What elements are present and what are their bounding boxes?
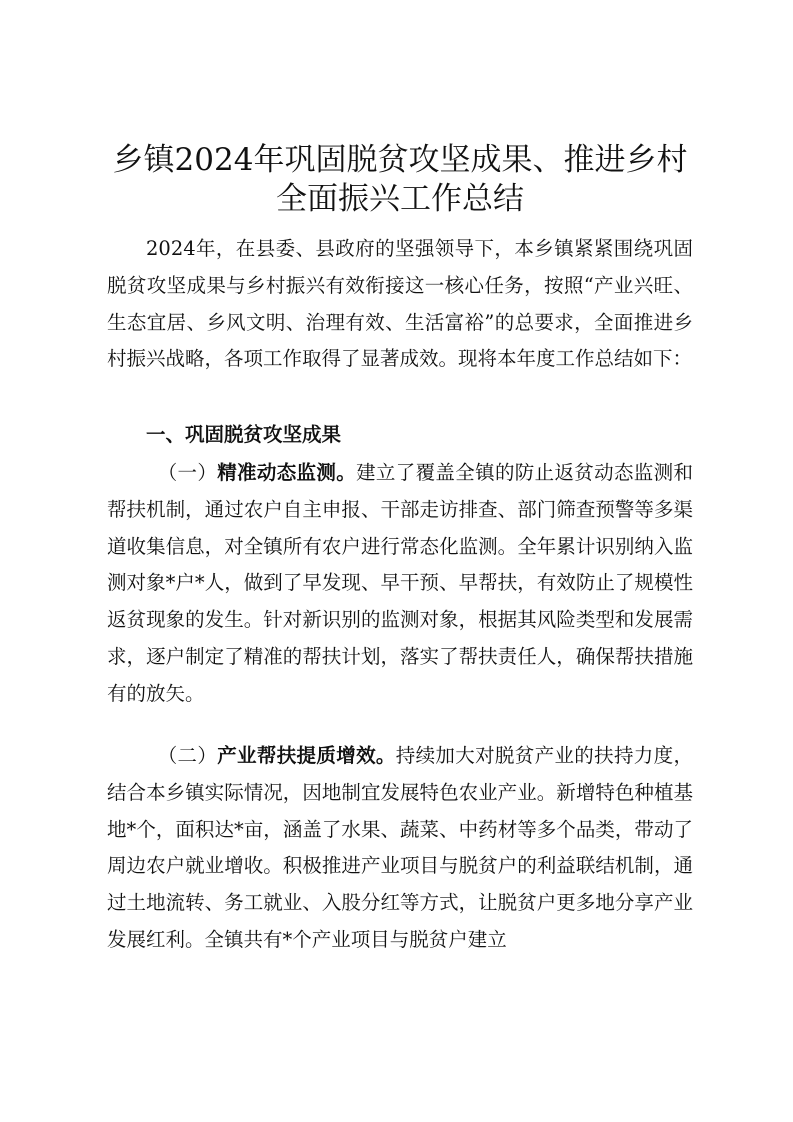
item-lead: 精准动态监测。 xyxy=(217,461,357,484)
document-title: 乡镇2024年巩固脱贫攻坚成果、推进乡村全面振兴工作总结 xyxy=(112,142,688,217)
item-text: 持续加大对脱贫产业的扶持力度，结合本乡镇实际情况，因地制宜发展特色农业产业。新增特色种植基地*个，面积达*亩，涵盖了水果、蔬菜、中药材等多个品类，带动了周边农户就业增收。积极推进产业项目与脱贫户的利益联结机制，通过土地流转、务工就业、入股分红等方式，让脱贫户更多地分享产业发展红利。全镇共有*个产业项目与脱贫户建立 xyxy=(107,744,693,951)
item-lead: 产业帮扶提质增效。 xyxy=(217,744,396,767)
section-heading: 一、巩固脱贫攻坚成果 xyxy=(146,423,342,446)
item-number: （二） xyxy=(157,744,218,767)
item-text: 建立了覆盖全镇的防止返贫动态监测和帮扶机制，通过农户自主申报、干部走访排查、部门筛查预警等多渠道收集信息，对全镇所有农户进行常态化监测。全年累计识别纳入监测对象*户*人，做到了早发现、早干预、早帮扶，有效防止了规模性返贫现象的发生。针对新识别的监测对象，根据其风险类型和发展需求，逐户制定了精准的帮扶计划，落实了帮扶责任人，确保帮扶措施有的放矢。 xyxy=(107,461,693,705)
item-paragraph-1 xyxy=(107,455,693,713)
item-number: （一） xyxy=(157,461,218,484)
item-paragraph-2 xyxy=(107,738,693,959)
intro-paragraph: 2024年，在县委、县政府的坚强领导下，本乡镇紧紧围绕巩固脱贫攻坚成果与乡村振兴有效衔接这一核心任务，按照“产业兴旺、生态宜居、乡风文明、治理有效、生活富裕”的总要求，全面推进乡村振兴战略，各项工作取得了显著成效。现将本年度工作总结如下： xyxy=(107,237,693,371)
